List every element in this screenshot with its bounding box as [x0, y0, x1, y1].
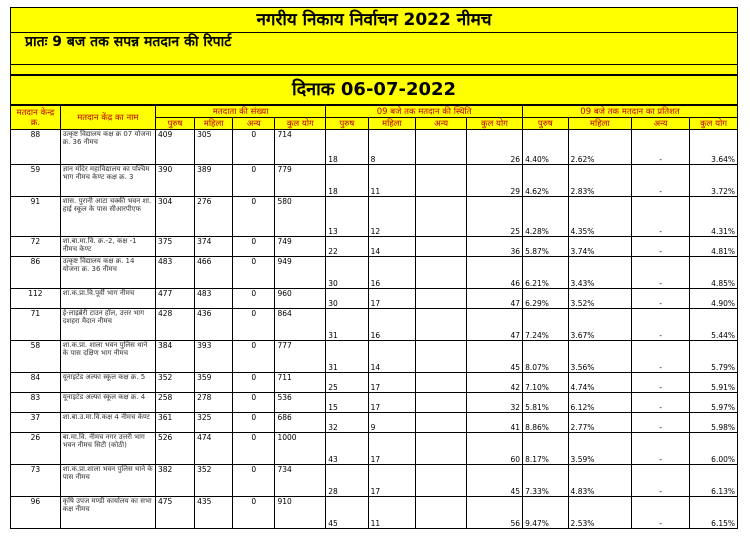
cell-to — [416, 197, 467, 237]
cell-vm: 390 — [155, 165, 194, 197]
cell-to — [416, 165, 467, 197]
cell-pt: 5.44% — [690, 309, 738, 341]
cell-pf: 3.59% — [568, 433, 631, 465]
cell-pt: 3.72% — [690, 165, 738, 197]
cell-tm: 15 — [326, 393, 368, 413]
cell-tm: 18 — [326, 130, 368, 165]
cell-tf: 14 — [368, 341, 416, 373]
cell-tm: 13 — [326, 197, 368, 237]
cell-tf: 17 — [368, 289, 416, 309]
table-row — [11, 237, 738, 257]
cell-vm: 258 — [155, 393, 194, 413]
cell-name: शास. पुरानी आटा चक्की भवन शा. हाई स्कूल के पास सीआरपीएफ — [60, 197, 155, 237]
cell-no: 37 — [11, 413, 61, 433]
cell-no: 73 — [11, 465, 61, 497]
cell-vm: 483 — [155, 257, 194, 289]
cell-po: - — [632, 341, 690, 373]
table-row — [11, 309, 738, 341]
cell-tf: 14 — [368, 237, 416, 257]
cell-vm: 375 — [155, 237, 194, 257]
cell-to — [416, 433, 467, 465]
cell-vf: 325 — [195, 413, 233, 433]
col-total: कुल योग — [275, 118, 326, 130]
cell-pt: 5.98% — [690, 413, 738, 433]
cell-tm: 22 — [326, 237, 368, 257]
cell-pt: 4.90% — [690, 289, 738, 309]
cell-name: बा.मा.वि. नीमच नगर उत्तरी भाग भवन नीमच सिटी (कोठी) — [60, 433, 155, 465]
cell-vt: 777 — [275, 341, 326, 373]
cell-vf: 276 — [195, 197, 233, 237]
cell-name: शा.क.प्रा.वि.पूर्वी भाग नीमच — [60, 289, 155, 309]
cell-vo: 0 — [233, 465, 275, 497]
cell-pt: 4.85% — [690, 257, 738, 289]
report-date: दिनाक 06-07-2022 — [11, 74, 737, 104]
table-row — [11, 373, 738, 393]
cell-vf: 305 — [195, 130, 233, 165]
cell-po: - — [632, 309, 690, 341]
cell-tm: 43 — [326, 433, 368, 465]
cell-po: - — [632, 130, 690, 165]
cell-po: - — [632, 257, 690, 289]
cell-pf: 3.56% — [568, 341, 631, 373]
cell-vf: 389 — [195, 165, 233, 197]
cell-tm: 32 — [326, 413, 368, 433]
cell-name: ई-लाइब्रेरी टाउन हॉल, उत्तर भाग दशहरा मैदान नीमच — [60, 309, 155, 341]
cell-vf: 374 — [195, 237, 233, 257]
cell-tt: 25 — [466, 197, 522, 237]
table-row — [11, 341, 738, 373]
cell-name: कृषि उपज मण्डी कार्यालय का सभा कक्ष नीमच — [60, 497, 155, 529]
cell-tm: 31 — [326, 341, 368, 373]
report-banner — [10, 7, 738, 105]
cell-no: 26 — [11, 433, 61, 465]
cell-vt: 536 — [275, 393, 326, 413]
cell-pf: 2.83% — [568, 165, 631, 197]
cell-vt: 686 — [275, 413, 326, 433]
cell-vm: 526 — [155, 433, 194, 465]
table-row — [11, 433, 738, 465]
cell-vo: 0 — [233, 257, 275, 289]
cell-pf: 2.77% — [568, 413, 631, 433]
cell-tf: 17 — [368, 373, 416, 393]
col-female: महिला — [195, 118, 233, 130]
cell-pt: 5.91% — [690, 373, 738, 393]
cell-tt: 47 — [466, 289, 522, 309]
cell-vo: 0 — [233, 289, 275, 309]
cell-pm: 8.07% — [523, 341, 568, 373]
cell-no: 71 — [11, 309, 61, 341]
col-other: अन्य — [233, 118, 275, 130]
cell-name: ज्ञान मंदिर महाविद्यालय का पश्चिम भाग नीमच केण्ट कक्ष क्र. 3 — [60, 165, 155, 197]
cell-name: शा.क.प्रा. शाला भवन पुलिस थाने के पास दक्षिण भाग नीमच — [60, 341, 155, 373]
cell-pt: 4.31% — [690, 197, 738, 237]
cell-tm: 30 — [326, 289, 368, 309]
cell-vt: 734 — [275, 465, 326, 497]
cell-tf: 12 — [368, 197, 416, 237]
cell-pt: 5.97% — [690, 393, 738, 413]
cell-vt: 580 — [275, 197, 326, 237]
cell-vf: 483 — [195, 289, 233, 309]
table-row — [11, 165, 738, 197]
cell-po: - — [632, 197, 690, 237]
cell-tt: 47 — [466, 309, 522, 341]
cell-pt: 5.79% — [690, 341, 738, 373]
cell-pf: 3.67% — [568, 309, 631, 341]
cell-pf: 6.12% — [568, 393, 631, 413]
cell-pf: 3.74% — [568, 237, 631, 257]
cell-tm: 28 — [326, 465, 368, 497]
cell-name: उत्कृष्ट विद्यालय कक्ष क्र. 14 योजना क्र. 36 नीमच — [60, 257, 155, 289]
table-row — [11, 130, 738, 165]
col-female: महिला — [368, 118, 416, 130]
cell-to — [416, 309, 467, 341]
cell-no: 96 — [11, 497, 61, 529]
cell-name: यूनाइटेड अल्फा स्कूल कक्ष क्र. 4 — [60, 393, 155, 413]
cell-name: उत्कृष्ट विद्यालय कक्ष क्र 07 योजना क्र. 36 नीमच — [60, 130, 155, 165]
cell-tm: 45 — [326, 497, 368, 529]
cell-tf: 16 — [368, 257, 416, 289]
cell-vf: 466 — [195, 257, 233, 289]
cell-vo: 0 — [233, 197, 275, 237]
cell-vf: 474 — [195, 433, 233, 465]
col-other: अन्य — [632, 118, 690, 130]
cell-pm: 7.33% — [523, 465, 568, 497]
cell-pf: 4.83% — [568, 465, 631, 497]
cell-tt: 45 — [466, 341, 522, 373]
cell-vm: 409 — [155, 130, 194, 165]
col-total: कुल योग — [466, 118, 522, 130]
cell-vt: 714 — [275, 130, 326, 165]
cell-to — [416, 289, 467, 309]
cell-vf: 393 — [195, 341, 233, 373]
cell-po: - — [632, 289, 690, 309]
col-other: अन्य — [416, 118, 467, 130]
cell-vt: 711 — [275, 373, 326, 393]
cell-tm: 18 — [326, 165, 368, 197]
cell-pf: 4.35% — [568, 197, 631, 237]
cell-tt: 56 — [466, 497, 522, 529]
table-row — [11, 465, 738, 497]
col-female: महिला — [568, 118, 631, 130]
cell-to — [416, 373, 467, 393]
cell-tf: 11 — [368, 497, 416, 529]
cell-tt: 32 — [466, 393, 522, 413]
cell-pm: 4.62% — [523, 165, 568, 197]
cell-pm: 4.28% — [523, 197, 568, 237]
cell-pm: 5.81% — [523, 393, 568, 413]
col-booth-no: मतदान केन्द्र क्र. — [11, 106, 61, 130]
cell-po: - — [632, 393, 690, 413]
cell-name: शा.क.प्रा.शाला भवन पुलिस थाने के पास नीमच — [60, 465, 155, 497]
col-group-turnout: 09 बजे तक मतदान की स्थिति — [326, 106, 523, 118]
cell-pm: 6.21% — [523, 257, 568, 289]
cell-vo: 0 — [233, 130, 275, 165]
cell-pt: 4.81% — [690, 237, 738, 257]
cell-vo: 0 — [233, 165, 275, 197]
cell-pf: 4.74% — [568, 373, 631, 393]
table-body — [11, 130, 738, 529]
cell-po: - — [632, 165, 690, 197]
cell-po: - — [632, 433, 690, 465]
cell-tt: 42 — [466, 373, 522, 393]
table-row — [11, 413, 738, 433]
cell-vo: 0 — [233, 393, 275, 413]
cell-to — [416, 413, 467, 433]
col-booth-name: मतदान केंद्र का नाम — [60, 106, 155, 130]
cell-vm: 304 — [155, 197, 194, 237]
cell-vf: 278 — [195, 393, 233, 413]
cell-no: 112 — [11, 289, 61, 309]
cell-pm: 9.47% — [523, 497, 568, 529]
cell-tt: 60 — [466, 433, 522, 465]
cell-tf: 17 — [368, 433, 416, 465]
cell-tf: 16 — [368, 309, 416, 341]
cell-pm: 5.87% — [523, 237, 568, 257]
col-group-percent: 09 बजे तक मतदान का प्रतिशत — [523, 106, 738, 118]
col-total: कुल योग — [690, 118, 738, 130]
cell-to — [416, 130, 467, 165]
cell-name: यूनाइटेड अल्फा स्कूल कक्ष क्र. 5 — [60, 373, 155, 393]
cell-vf: 352 — [195, 465, 233, 497]
cell-vm: 475 — [155, 497, 194, 529]
cell-vm: 352 — [155, 373, 194, 393]
cell-tt: 26 — [466, 130, 522, 165]
cell-vo: 0 — [233, 413, 275, 433]
cell-vm: 384 — [155, 341, 194, 373]
table-row — [11, 289, 738, 309]
table-row — [11, 393, 738, 413]
cell-po: - — [632, 413, 690, 433]
cell-pm: 8.86% — [523, 413, 568, 433]
cell-tt: 36 — [466, 237, 522, 257]
cell-no: 59 — [11, 165, 61, 197]
cell-vo: 0 — [233, 237, 275, 257]
cell-to — [416, 465, 467, 497]
cell-tf: 8 — [368, 130, 416, 165]
cell-vo: 0 — [233, 497, 275, 529]
cell-pf: 3.52% — [568, 289, 631, 309]
table-row — [11, 497, 738, 529]
cell-pm: 6.29% — [523, 289, 568, 309]
cell-vf: 435 — [195, 497, 233, 529]
cell-po: - — [632, 497, 690, 529]
cell-vo: 0 — [233, 309, 275, 341]
cell-pm: 8.17% — [523, 433, 568, 465]
cell-to — [416, 393, 467, 413]
cell-pm: 7.10% — [523, 373, 568, 393]
cell-vt: 779 — [275, 165, 326, 197]
cell-tt: 45 — [466, 465, 522, 497]
cell-vm: 361 — [155, 413, 194, 433]
table-row — [11, 257, 738, 289]
cell-pf: 2.53% — [568, 497, 631, 529]
cell-no: 91 — [11, 197, 61, 237]
cell-pt: 6.15% — [690, 497, 738, 529]
cell-vt: 910 — [275, 497, 326, 529]
cell-vo: 0 — [233, 373, 275, 393]
report-title: नगरीय निकाय निर्वाचन 2022 नीमच — [11, 8, 737, 33]
cell-name: शा.बा.मा.वि. क्र.-2, कक्ष -1 नीमच केण्ट — [60, 237, 155, 257]
cell-vm: 428 — [155, 309, 194, 341]
cell-tf: 17 — [368, 465, 416, 497]
cell-to — [416, 497, 467, 529]
cell-vt: 949 — [275, 257, 326, 289]
polling-table — [10, 105, 738, 529]
cell-po: - — [632, 465, 690, 497]
cell-tm: 30 — [326, 257, 368, 289]
report — [10, 7, 738, 529]
cell-pf: 2.62% — [568, 130, 631, 165]
cell-vf: 436 — [195, 309, 233, 341]
cell-tf: 11 — [368, 165, 416, 197]
cell-vt: 960 — [275, 289, 326, 309]
col-male: पुरुष — [523, 118, 568, 130]
cell-to — [416, 237, 467, 257]
cell-no: 86 — [11, 257, 61, 289]
cell-name: शा.बा.उ.मा.वि.कक्ष 4 नीमच केण्ट — [60, 413, 155, 433]
col-male: पुरुष — [326, 118, 368, 130]
cell-vm: 382 — [155, 465, 194, 497]
cell-to — [416, 257, 467, 289]
cell-po: - — [632, 373, 690, 393]
cell-pt: 3.64% — [690, 130, 738, 165]
cell-no: 83 — [11, 393, 61, 413]
cell-no: 88 — [11, 130, 61, 165]
cell-vf: 359 — [195, 373, 233, 393]
cell-vt: 864 — [275, 309, 326, 341]
cell-no: 84 — [11, 373, 61, 393]
cell-pt: 6.13% — [690, 465, 738, 497]
cell-pf: 3.43% — [568, 257, 631, 289]
cell-no: 72 — [11, 237, 61, 257]
cell-to — [416, 341, 467, 373]
cell-tf: 17 — [368, 393, 416, 413]
col-male: पुरुष — [155, 118, 194, 130]
cell-pm: 7.24% — [523, 309, 568, 341]
cell-pm: 4.40% — [523, 130, 568, 165]
cell-no: 58 — [11, 341, 61, 373]
col-group-voters: मतदाता की संख्या — [155, 106, 325, 118]
cell-vm: 477 — [155, 289, 194, 309]
cell-tf: 9 — [368, 413, 416, 433]
cell-vo: 0 — [233, 341, 275, 373]
cell-tm: 25 — [326, 373, 368, 393]
cell-tt: 46 — [466, 257, 522, 289]
cell-tt: 41 — [466, 413, 522, 433]
report-subtitle: प्रातः 9 बज तक सपन्न मतदान की रिपार्ट — [11, 33, 737, 65]
cell-tm: 31 — [326, 309, 368, 341]
cell-vt: 1000 — [275, 433, 326, 465]
cell-vt: 749 — [275, 237, 326, 257]
table-row — [11, 197, 738, 237]
cell-pt: 6.00% — [690, 433, 738, 465]
cell-po: - — [632, 237, 690, 257]
cell-tt: 29 — [466, 165, 522, 197]
cell-vo: 0 — [233, 433, 275, 465]
